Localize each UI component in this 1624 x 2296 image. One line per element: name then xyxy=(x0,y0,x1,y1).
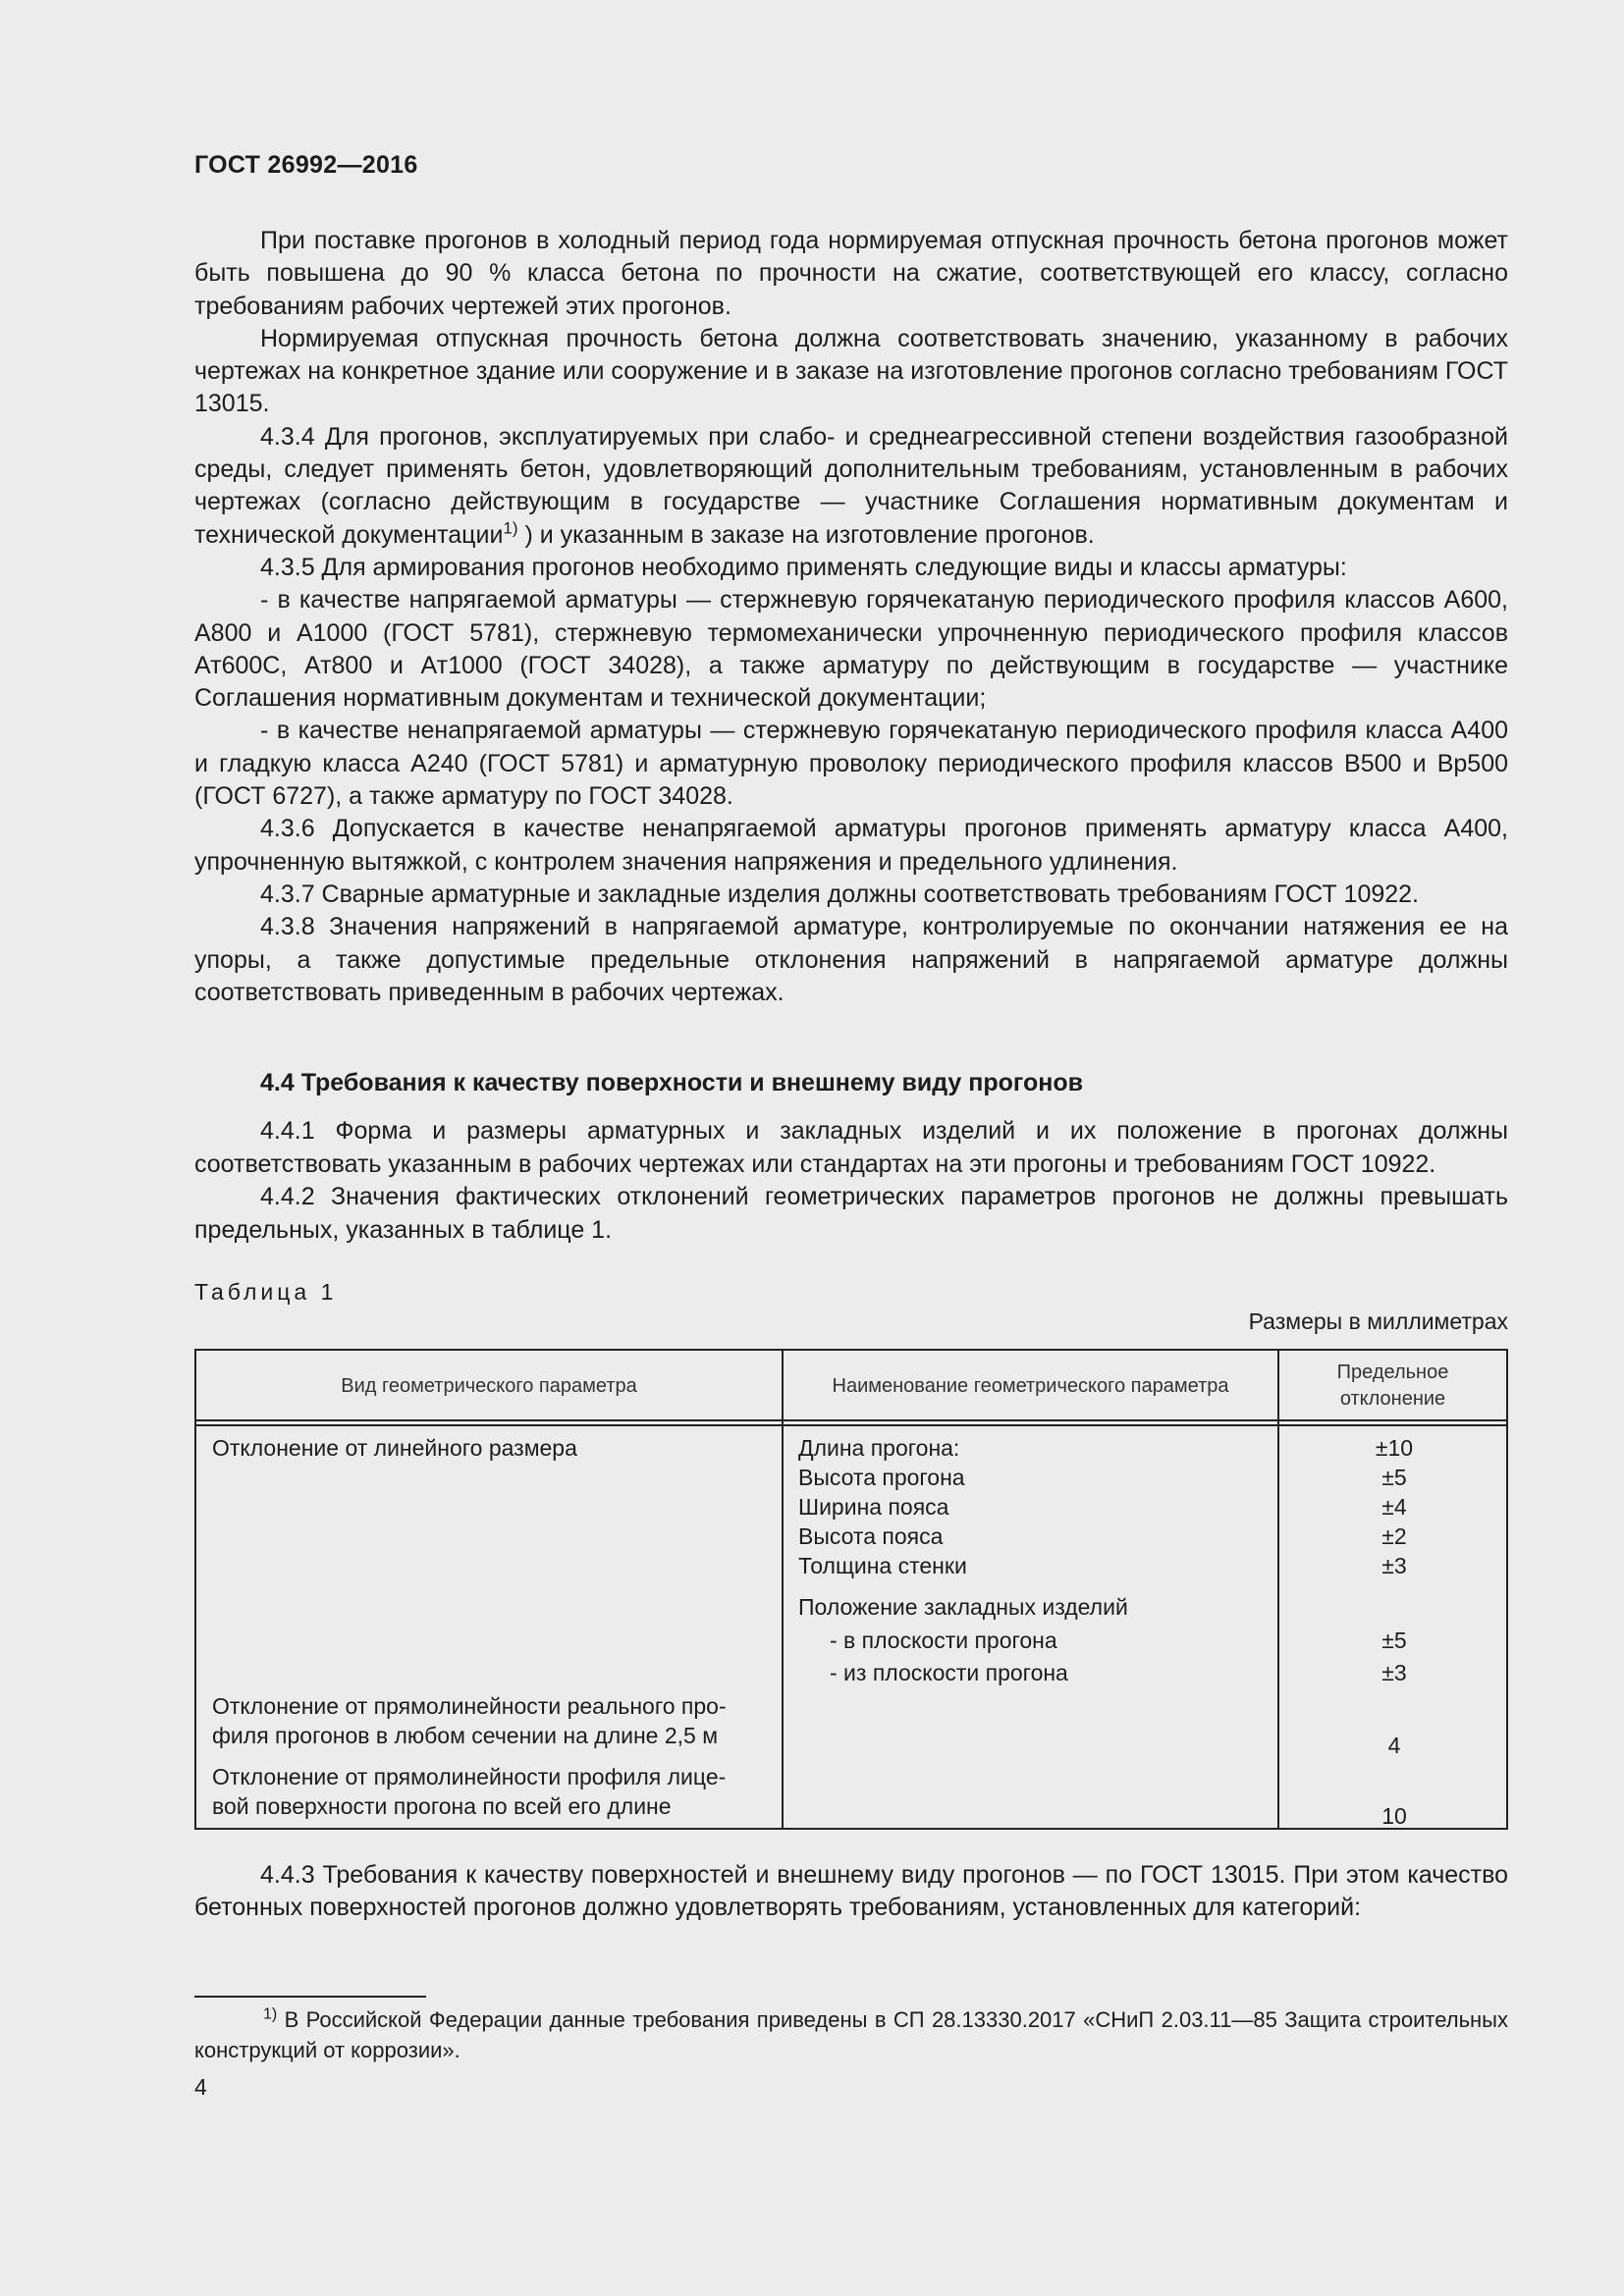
table-cell-value: ±4 xyxy=(1381,1494,1407,1520)
table-geometric-deviations xyxy=(194,1349,1508,1830)
paragraph: - в качестве ненапрягаемой арматуры — стержневую горячекатаную периодического профиля класса А400 и гладкую класса А240 (ГОСТ 5781) и арматурную проволоку периодического профиля классов В500 и Вр500 (ГОСТ 6727), а также арматуру по ГОСТ 34028. xyxy=(194,717,1508,811)
footnote xyxy=(194,2004,1508,2065)
table-caption: Таблица 1 xyxy=(194,1279,338,1305)
table-cell-param: Ширина пояса xyxy=(798,1494,949,1520)
paragraph-with-footnote xyxy=(194,421,1508,552)
after-table-text xyxy=(194,1859,1508,1925)
table-cell-param: - из плоскости прогона xyxy=(830,1660,1068,1685)
table-cell-type: филя прогонов в любом сечении на длине 2,5 м xyxy=(212,1723,719,1748)
table-cell-value: ±5 xyxy=(1381,1465,1407,1490)
table-units: Размеры в миллиметрах xyxy=(1248,1308,1508,1334)
section-text xyxy=(194,1115,1508,1247)
table-cell-value: 4 xyxy=(1387,1733,1401,1758)
column-divider xyxy=(782,1351,784,1828)
table-cell-value: ±3 xyxy=(1381,1553,1407,1578)
paragraph: 4.4.1 Форма и размеры арматурных и закладных изделий и их положение в прогонах должны соответствовать указанным в рабочих чертежах или стандартах на эти прогоны и требованиям ГОСТ 10922. xyxy=(194,1117,1508,1178)
paragraph: 4.3.5 Для армирования прогонов необходимо применять следующие виды и классы арматуры: xyxy=(260,553,1347,581)
table-header-name: Наименование геометрического параметра xyxy=(832,1374,1229,1397)
table-cell-param: Длина прогона: xyxy=(798,1435,960,1461)
table-cell-value: ±3 xyxy=(1381,1660,1407,1685)
main-text xyxy=(194,225,1508,1009)
paragraph-text: 4.3.4 Для прогонов, эксплуатируемых при слабо- и среднеагрессивной степени воздействия газообразной среды, следует применять бетон, удовлетворяющий дополнительным требованиям, установленным в рабочих чертежах (согласно действующим в государстве — участнике Соглашения нормативным документам и технической документации xyxy=(194,422,1508,549)
table-cell-param: - в плоскости прогона xyxy=(830,1628,1057,1653)
table-cell-type: Отклонение от линейного размера xyxy=(212,1435,577,1461)
table-header-type: Вид геометрического параметра xyxy=(341,1374,637,1397)
paragraph-tail: ) и указанным в заказе на изготовление прогонов. xyxy=(517,520,1095,549)
paragraph: 4.3.8 Значения напряжений в напрягаемой арматуре, контролируемые по окончании натяжения ее на упоры, а также допустимые предельные отклонения напряжений в напрягаемой арматуре должны соответствовать приведенным в рабочих чертежах. xyxy=(194,913,1508,1006)
table-cell-value: 10 xyxy=(1381,1803,1407,1829)
table-header-tolerance: Предельное отклонение xyxy=(1336,1362,1449,1410)
table-cell-param: Положение закладных изделий xyxy=(798,1594,1128,1620)
table-cell-param: Высота пояса xyxy=(798,1523,944,1549)
table-cell-value: ±10 xyxy=(1375,1435,1414,1461)
page-number: 4 xyxy=(194,2074,207,2100)
table-cell-value: ±5 xyxy=(1381,1628,1407,1653)
footnote-separator xyxy=(194,1996,426,1998)
paragraph: 4.4.2 Значения фактических отклонений геометрических параметров прогонов не должны превышать предельных, указанных в таблице 1. xyxy=(194,1183,1508,1244)
footnote-mark: 1) xyxy=(263,2005,278,2023)
paragraph: 4.3.7 Сварные арматурные и закладные изделия должны соответствовать требованиям ГОСТ 10922. xyxy=(260,880,1420,908)
paragraph: 4.4.3 Требования к качеству поверхностей и внешнему виду прогонов — по ГОСТ 13015. При этом качество бетонных поверхностей прогонов должно удовлетворять требованиям, установленных для категорий: xyxy=(194,1861,1508,1922)
section-title: 4.4 Требования к качеству поверхности и внешнему виду прогонов xyxy=(260,1069,1083,1096)
header-divider xyxy=(196,1424,1506,1426)
paragraph: Нормируемая отпускная прочность бетона должна соответствовать значению, указанному в рабочих чертежах на конкретное здание или сооружение и в заказе на изготовление прогонов согласно требованиям ГОСТ 13015. xyxy=(194,324,1508,418)
table-cell-value: ±2 xyxy=(1381,1523,1407,1549)
paragraph: 4.3.6 Допускается в качестве ненапрягаемой арматуры прогонов применять арматуру класса А400, упрочненную вытяжкой, с контролем значения напряжения и предельного удлинения. xyxy=(194,815,1508,876)
document-header: ГОСТ 26992—2016 xyxy=(194,151,418,179)
table-cell-param: Толщина стенки xyxy=(798,1553,967,1578)
paragraph: - в качестве напрягаемой арматуры — стержневую горячекатаную периодического профиля классов А600, А800 и А1000 (ГОСТ 5781), стержневую термомеханически упрочненную периодического профиля классов Ат600С, Ат800 и Ат1000 (ГОСТ 34028), а также арматуру по действующим в государстве — участнике Соглашения нормативным документам и технической документации; xyxy=(194,586,1508,713)
table-cell-type: вой поверхности прогона по всей его длине xyxy=(212,1793,672,1819)
table-cell-type: Отклонение от прямолинейности реального про- xyxy=(212,1693,727,1719)
table-cell-type: Отклонение от прямолинейности профиля лице- xyxy=(212,1764,727,1789)
footnote-reference: 1) xyxy=(503,518,518,538)
column-divider xyxy=(1277,1351,1279,1828)
paragraph: При поставке прогонов в холодный период года нормируемая отпускная прочность бетона прогонов может быть повышена до 90 % класса бетона по прочности на сжатие, соответствующей его классу, согласно требованиям рабочих чертежей этих прогонов. xyxy=(194,227,1508,320)
footnote-text: В Российской Федерации данные требования приведены в СП 28.13330.2017 «СНиП 2.03.11—85 Защита строительных конструкций от коррозии». xyxy=(194,2007,1508,2062)
table-cell-param: Высота прогона xyxy=(798,1465,965,1490)
